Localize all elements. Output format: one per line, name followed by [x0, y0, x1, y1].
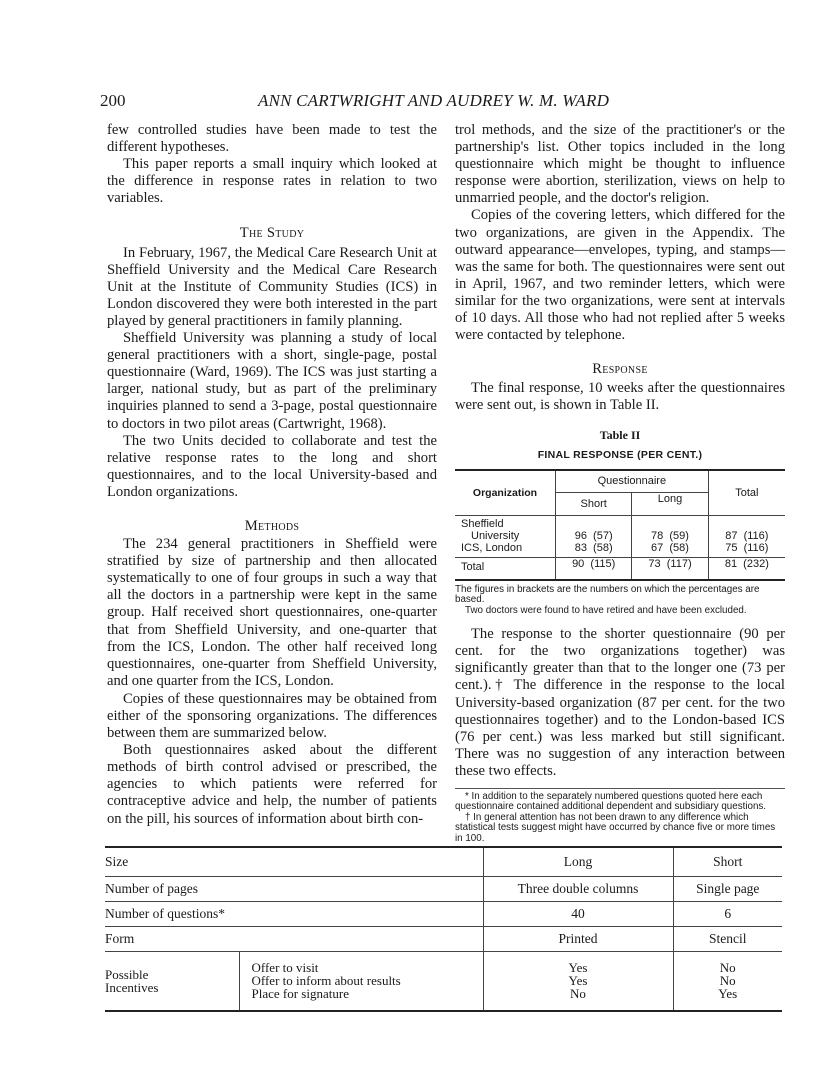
paragraph: In February, 1967, the Medical Care Research Unit at Sheffield University and the Medical Care Research Unit at the Institute of Community Studies (ICS) in London discovered they were both interested in the part played by general practitioners in family planning.: [107, 244, 437, 329]
cell: 81 (232): [724, 557, 769, 570]
incentive-item: Place for signature: [251, 986, 349, 1002]
paragraph: The response to the shorter questionnaire (90 per cent. for the two organizations together) was significantly greater than that to the longer one (73 per cent.).† The difference in the response to the local University-based organization (87 per cent. for the two questionnaires together) and to the London-based ICS (76 per cent.) was less marked but still significant. There was no suggestion of any interaction between these two effects.: [455, 626, 785, 779]
cell: 90 (115): [556, 557, 632, 580]
cell: No: [570, 986, 586, 1002]
col-header-short: Short: [556, 492, 632, 515]
row-label: University: [455, 530, 556, 542]
table-row: [455, 542, 785, 558]
cell: Yes: [568, 973, 588, 989]
row-label: Sheffield: [455, 515, 556, 530]
paragraph: trol methods, and the size of the practitioner's or the partnership's list. Other topics included in the long questionnaire which might be thought to influence response were abortion, sterilization, views on help to unmarried people, and the doctor's religion.: [455, 122, 785, 207]
paragraph: Copies of these questionnaires may be obtained from either of the sponsoring organizations. The differences between them are summarized below.: [107, 690, 437, 742]
row-label: ICS, London: [455, 542, 556, 558]
table-row: [455, 515, 785, 530]
table-note: Two doctors were found to have retired and have been excluded.: [465, 604, 747, 616]
incentives-label: [105, 951, 239, 1011]
incentives-label-line: Incentives: [105, 979, 159, 995]
row-label: Number of questions*: [105, 901, 483, 926]
section-heading-study: The Study: [239, 225, 305, 242]
response-table: [455, 469, 785, 581]
header-long: Long: [483, 847, 673, 876]
cell: 96 (57): [556, 530, 632, 542]
col-header-organization: Organization: [455, 470, 556, 516]
cell: No: [719, 973, 736, 989]
paragraph: Sheffield University was planning a study of local general practitioners with a short, single-page, postal questionnaire (Ward, 1969). The ICS was just starting a larger, national study, but as part of the preliminary inquiries planned to send a 3-page, postal questionnaire to doctors in two pilot areas (Cartwright, 1968).: [107, 330, 437, 432]
table-subtitle: FINAL RESPONSE (PER CENT.): [537, 448, 703, 461]
table-row-incentives: [105, 951, 782, 1011]
footnote: † In general attention has not been drawn to any difference which statistical tests suggest might have occurred by chance five or more times in 100.: [455, 811, 776, 844]
right-column: [455, 122, 785, 844]
row-label: Number of pages: [105, 876, 483, 901]
cell: 40: [483, 901, 673, 926]
cell: Yes: [718, 986, 738, 1002]
header-size-label: Size: [105, 847, 483, 876]
paragraph: The final response, 10 weeks after the questionnaires were sent out, is shown in Table II.: [455, 380, 785, 414]
cell: 6: [724, 905, 732, 921]
paragraph: This paper reports a small inquiry which looked at the difference in response rates in relation to two variables.: [107, 156, 437, 207]
cell: 87 (116): [725, 529, 769, 542]
cell: 83 (58): [556, 542, 632, 558]
running-header-authors: ANN CARTWRIGHT AND AUDREY W. M. WARD: [258, 91, 610, 110]
section-heading-methods: Methods: [244, 517, 300, 534]
table-title: Table II: [599, 427, 641, 442]
paragraph: few controlled studies have been made to test the different hypotheses.: [107, 122, 437, 156]
incentive-item: Offer to visit: [251, 960, 319, 976]
cell: Yes: [568, 960, 588, 976]
incentive-item: Offer to inform about results: [251, 973, 401, 989]
row-label: Total: [455, 557, 556, 580]
left-column: [107, 122, 437, 828]
cell: 78 (59): [632, 530, 708, 542]
row-label: Form: [105, 926, 483, 951]
table-row: [455, 557, 785, 580]
cell: Single page: [696, 880, 760, 896]
table-note: The figures in brackets are the numbers on which the percentages are based.: [455, 583, 760, 606]
paragraph: The 234 general practitioners in Sheffield were stratified by size of partnership and then allocated systematically to one of four groups in such a way that all the doctors in a partnership were kept in the same group. Half received short questionnaires, one-quarter that from Sheffield University, and one-quarter that from the ICS, London. The other half received long questionnaires, one-quarter from Sheffield University, and one quarter from the ICS, London.: [107, 536, 437, 689]
cell: 73 (117): [632, 557, 708, 580]
questionnaire-comparison-table: [105, 846, 782, 1012]
table-row: [105, 876, 782, 901]
cell: 75 (116): [725, 541, 769, 554]
footnote: * In addition to the separately numbered questions quoted here each questionnaire contained additional dependent and subsidiary questions.: [455, 791, 767, 813]
paragraph: Copies of the covering letters, which differed for the two organizations, are given in the Appendix. The outward appearance—envelopes, typing, and stamps—was the same for both. The questionnaires were sent out in April, 1967, and two reminder letters, which were similar for the two organizations, were sent at intervals of 10 days. All those who had not replied after 5 weeks were contacted by telephone.: [455, 207, 785, 344]
table-2: [455, 427, 785, 617]
section-heading-response: Response: [592, 361, 648, 378]
incentive-long-values: [483, 951, 673, 1011]
table-row: [455, 530, 785, 542]
col-header-questionnaire: Questionnaire: [556, 470, 709, 493]
cell: No: [719, 960, 736, 976]
page-number: 200: [100, 91, 126, 110]
header-short: Short: [713, 853, 743, 869]
col-header-long: Long: [632, 492, 708, 515]
paragraph: The two Units decided to collaborate and test the relative response rates to the long and short questionnaires, and to the local University-based and London organizations.: [107, 432, 437, 500]
cell: Three double columns: [483, 876, 673, 901]
incentive-short-values: [673, 951, 782, 1011]
col-header-total: Total: [735, 486, 759, 499]
table-row: [105, 901, 782, 926]
cell: Stencil: [709, 930, 747, 946]
cell: Printed: [483, 926, 673, 951]
footnotes: [455, 788, 785, 844]
paragraph: Both questionnaires asked about the different methods of birth control advised or prescribed, the agencies to which patients were referred for contraceptive advice and help, the number of patients on the pill, his sources of information about birth con-: [107, 742, 437, 827]
cell: 67 (58): [632, 542, 708, 558]
incentive-items: [239, 951, 483, 1011]
incentives-label-line: Possible: [105, 966, 149, 982]
table-row: [105, 926, 782, 951]
